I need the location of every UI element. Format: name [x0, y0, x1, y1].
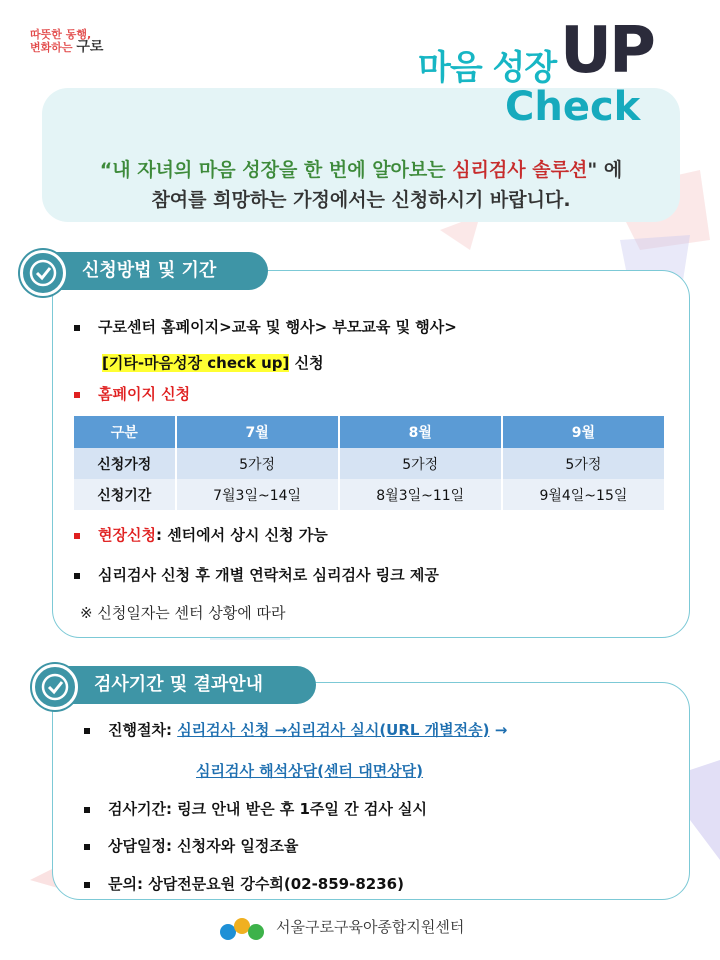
footer-org-name: 서울구로구육아종합지원센터 — [276, 918, 465, 936]
list-item-period — [84, 798, 427, 819]
list-item-text: 구로센터 홈페이지>교육 및 행사> 부모교육 및 행사> — [98, 318, 457, 336]
interpretation-consult-link[interactable]: 심리검사 해석상담(센터 대면상담) — [196, 762, 424, 780]
table-row — [74, 479, 664, 510]
table-cell: 5가정 — [503, 448, 664, 479]
bullet — [84, 844, 90, 850]
list-item-text: 홈페이지 신청 — [98, 385, 191, 403]
intro-quote: “내 자녀의 마음 성장을 한 번에 알아보는 — [99, 159, 446, 181]
list-item-text: 상담일정: 신청자와 일정조율 — [108, 837, 299, 855]
list-item-suffix: 신청 — [289, 354, 324, 372]
table-header: 8월 — [340, 416, 501, 448]
list-item-continued — [102, 352, 324, 373]
intro-text — [42, 155, 680, 215]
center-slogan-logo — [30, 28, 103, 54]
page-title-up: UP — [560, 14, 653, 88]
bullet — [74, 573, 80, 579]
section-heading-results: 검사기간 및 결과안내 — [42, 666, 316, 704]
logo-bold: 구로 — [76, 39, 104, 55]
center-logo-icon — [218, 914, 268, 944]
table-cell: 신청기간 — [74, 479, 175, 510]
table-cell: 5가정 — [177, 448, 338, 479]
table-cell: 신청가정 — [74, 448, 175, 479]
checkmark-icon — [32, 664, 78, 710]
list-item-homepage — [74, 383, 190, 404]
table-cell: 8월3일~11일 — [340, 479, 501, 510]
list-item-text: 심리검사 신청 후 개별 연락처로 심리검사 링크 제공 — [98, 566, 439, 584]
list-item-text: 검사기간: 링크 안내 받은 후 1주일 간 검사 실시 — [108, 800, 428, 818]
table-cell: 7월3일~14일 — [177, 479, 338, 510]
arrow-icon: → — [489, 721, 508, 739]
highlight-text: [기타-마음성장 check up] — [102, 354, 290, 372]
page-title: 마음 성장 — [418, 48, 557, 88]
table-cell: 9월4일~15일 — [503, 479, 664, 510]
table-header-row — [74, 416, 664, 448]
result-info-box — [52, 682, 690, 900]
logo-prefix: 변화하는 — [30, 41, 73, 54]
apply-test-link[interactable]: 심리검사 신청 — [177, 721, 270, 739]
note-text: ※ 신청일자는 센터 상황에 따라 — [80, 604, 286, 622]
page-title-check: Check — [505, 84, 641, 130]
table-row — [74, 448, 664, 479]
list-item-contact — [84, 873, 404, 894]
list-item-text: 문의: 상담전문요원 강수희(02-859-8236) — [108, 875, 404, 893]
schedule-table — [72, 416, 666, 510]
bullet — [74, 392, 80, 398]
onsite-text: : 센터에서 상시 신청 가능 — [155, 526, 328, 544]
logo-line2 — [30, 41, 103, 54]
intro-highlight: 심리검사 솔루션 — [452, 159, 588, 181]
list-item-onsite — [74, 524, 328, 545]
onsite-label: 현장신청 — [98, 526, 156, 544]
list-item — [74, 316, 457, 337]
intro-line2: 참여를 희망하는 가정에서는 신청하시기 바랍니다. — [151, 189, 571, 211]
section-heading-application: 신청방법 및 기간 — [30, 252, 268, 290]
checkmark-icon — [20, 250, 66, 296]
procedure-label: 진행절차: — [108, 721, 178, 739]
bullet — [74, 533, 80, 539]
list-item-continued — [196, 760, 423, 781]
arrow-icon: → — [269, 721, 288, 739]
table-header: 7월 — [177, 416, 338, 448]
table-cell: 5가정 — [340, 448, 501, 479]
list-item-procedure — [84, 719, 507, 740]
logo-line1: 따뜻한 동행, — [30, 28, 92, 41]
table-header: 9월 — [503, 416, 664, 448]
bullet — [84, 807, 90, 813]
list-item-link — [74, 564, 439, 585]
intro-quote-end: " 에 — [587, 159, 623, 181]
conduct-test-link[interactable]: 심리검사 실시(URL 개별전송) — [287, 721, 490, 739]
bullet — [84, 882, 90, 888]
bullet — [74, 325, 80, 331]
table-header: 구분 — [74, 416, 175, 448]
bullet — [84, 728, 90, 734]
list-item-schedule — [84, 835, 298, 856]
